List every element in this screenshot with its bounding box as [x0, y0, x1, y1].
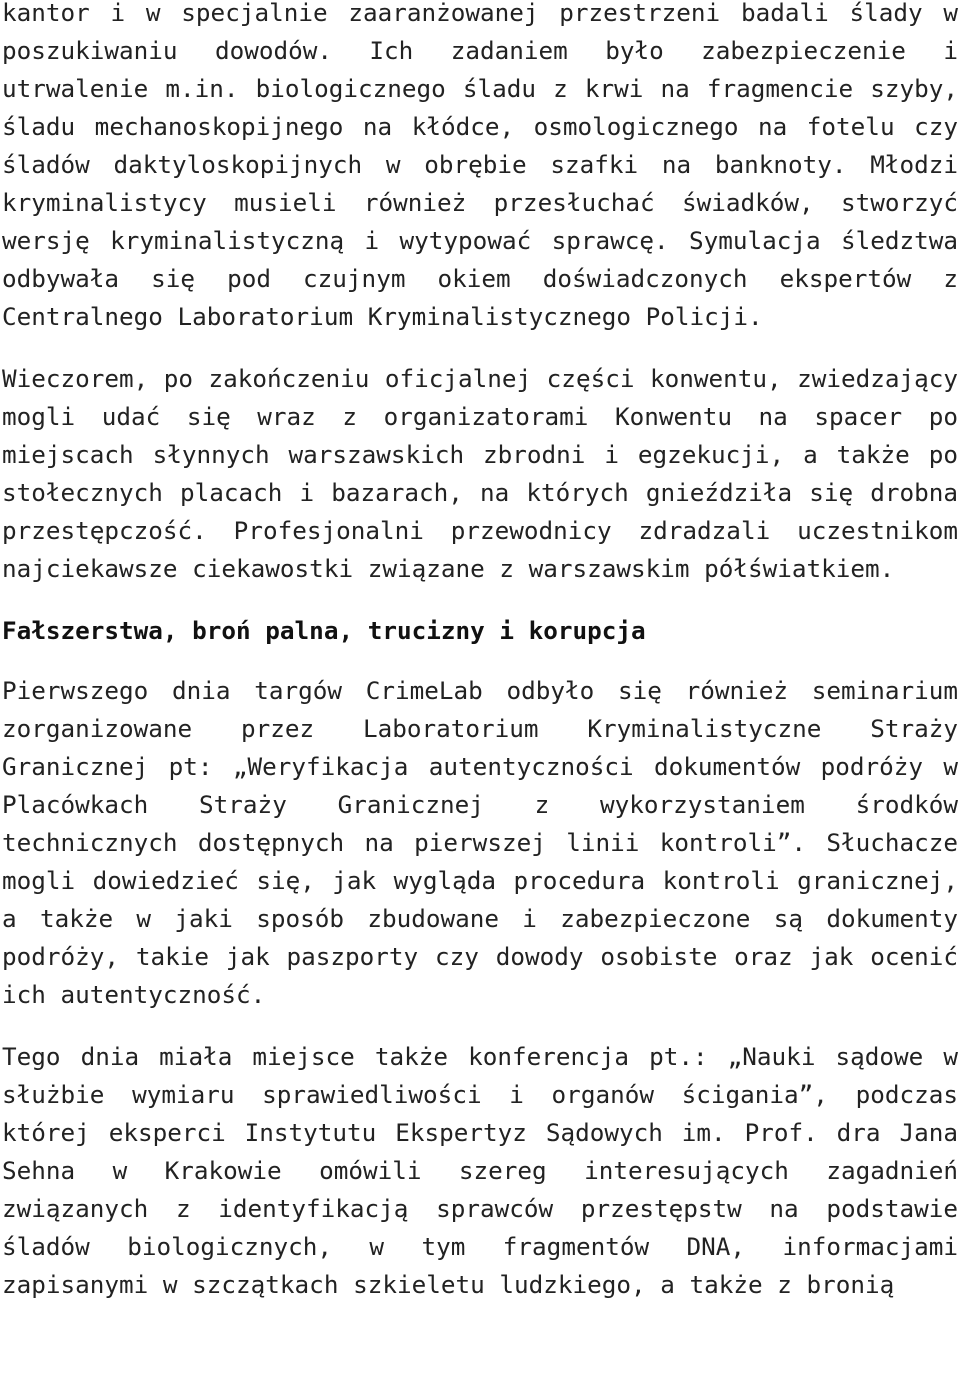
- section-heading: Fałszerstwa, broń palna, trucizny i korupcja: [2, 616, 646, 645]
- article-body: [2, 0, 958, 1328]
- paragraph-crime-scene-simulation: kantor i w specjalnie zaaranżowanej przestrzeni badali ślady w poszukiwaniu dowodów. Ich zadaniem było zabezpieczenie i utrwalenie m.in. biologicznego śladu z krwi na fragmencie szyby, śladu mechanoskopijnego na kłódce, osmologicznego na fotelu czy śladów daktyloskopijnych w obrębie szafki na banknoty. Młodzi kryminalistycy musieli również przesłuchać świadków, stworzyć wersję kryminalistyczną i wytypować sprawcę. Symulacja śledztwa odbywała się pod czujnym okiem doświadczonych ekspertów z Centralnego Laboratorium Kryminalistycznego Policji.: [2, 0, 958, 331]
- paragraph-evening-walk: Wieczorem, po zakończeniu oficjalnej części konwentu, zwiedzający mogli udać się wraz z organizatorami Konwentu na spacer po miejscach słynnych warszawskich zbrodni i egzekucji, a także po stołecznych placach i bazarach, na których gnieździła się drobna przestępczość. Profesjonalni przewodnicy zdradzali uczestnikom najciekawsze ciekawostki związane z warszawskim półświatkiem.: [2, 364, 958, 583]
- paragraph-border-guard-seminar: Pierwszego dnia targów CrimeLab odbyło się również seminarium zorganizowane przez Laboratorium Kryminalistyczne Straży Granicznej pt: „Weryfikacja autentyczności dokumentów podróży w Placówkach Straży Granicznej z wykorzystaniem środków technicznych dostępnych na pierwszej linii kontroli”. Słuchacze mogli dowiedzieć się, jak wygląda procedura kontroli granicznej, a także w jaki sposób zbudowane i zabezpieczone są dokumenty podróży, takie jak paszporty czy dowody osobiste oraz jak ocenić ich autentyczność.: [2, 676, 958, 1009]
- paragraph-forensic-conference: Tego dnia miała miejsce także konferencja pt.: „Nauki sądowe w służbie wymiaru sprawiedliwości i organów ścigania”, podczas której eksperci Instytutu Ekspertyz Sądowych im. Prof. dra Jana Sehna w Krakowie omówili szereg interesujących zagadnień związanych z identyfikacją sprawców przestępstw na podstawie śladów biologicznych, w tym fragmentów DNA, informacjami zapisanymi w szczątkach szkieletu ludzkiego, a także z bronią: [2, 1042, 958, 1299]
